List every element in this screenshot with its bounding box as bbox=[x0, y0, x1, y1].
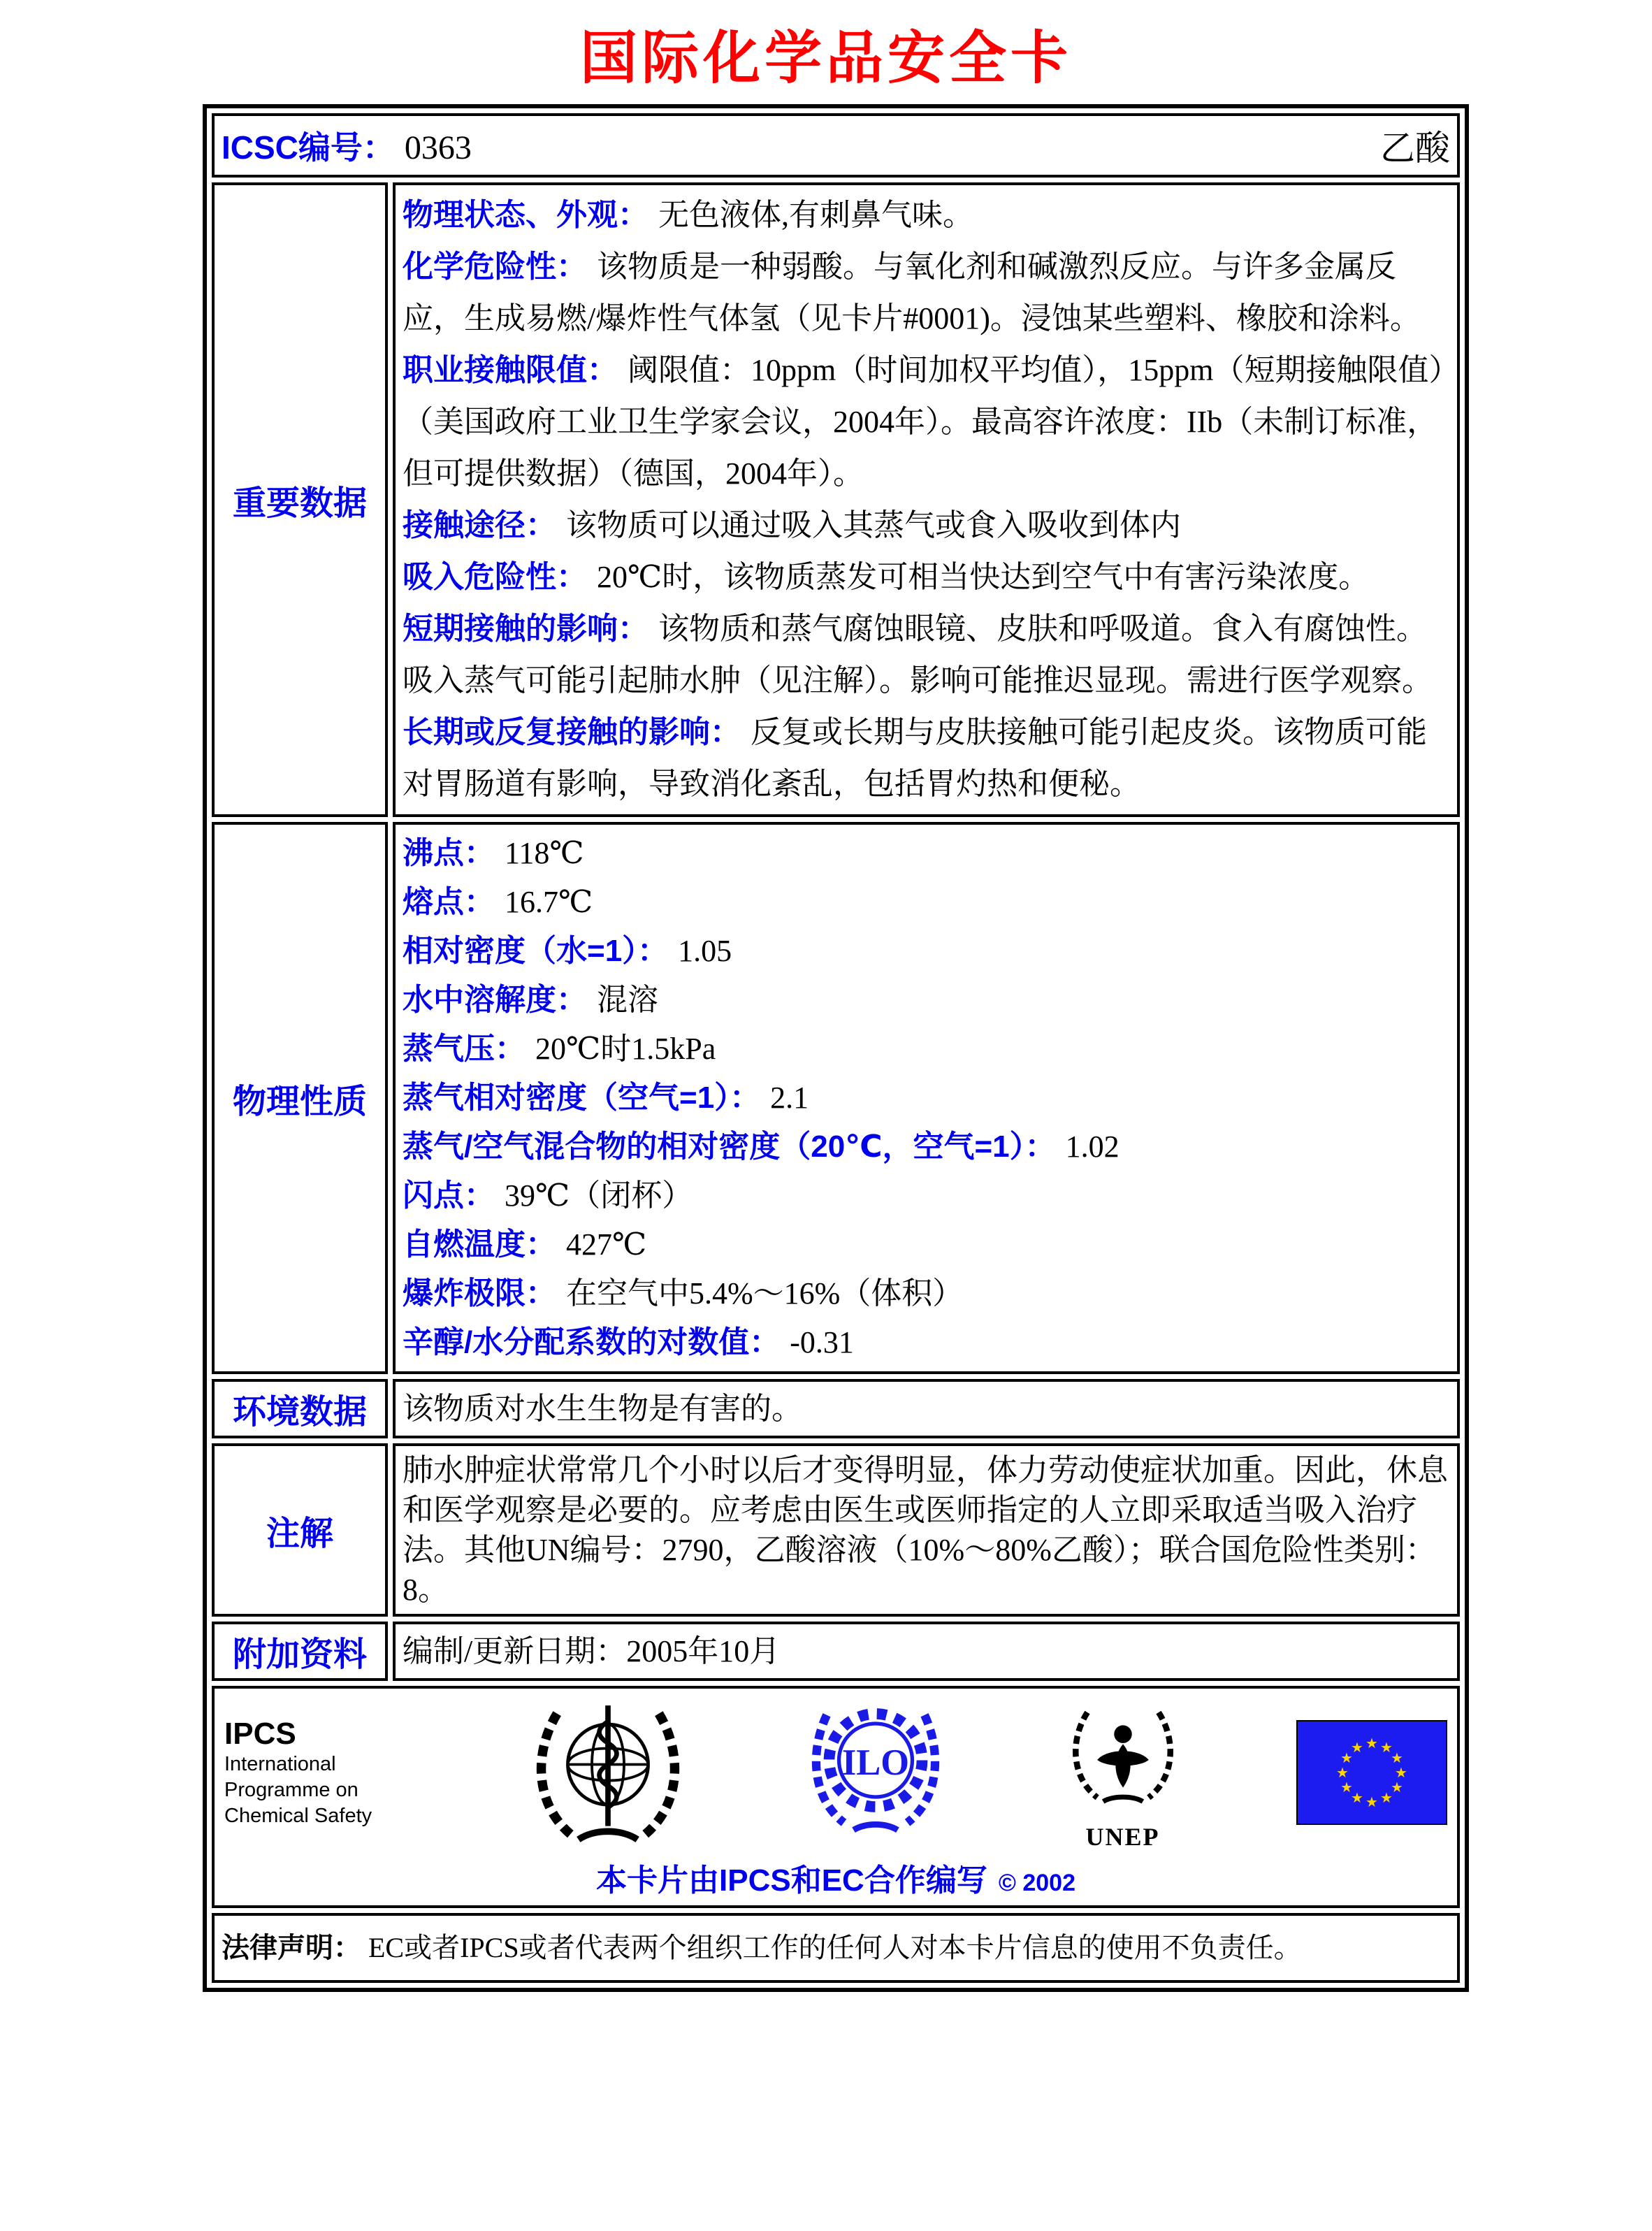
svg-text:★: ★ bbox=[1391, 1779, 1403, 1796]
icsc-number bbox=[222, 122, 472, 168]
icsc-number-label: ICSC编号： bbox=[222, 129, 395, 166]
additional-info-row bbox=[212, 1622, 1460, 1681]
entry-explosive-limits: 爆炸极限： 在空气中5.4%～16%（体积） bbox=[403, 1276, 964, 1311]
unep-logo bbox=[1064, 1694, 1182, 1851]
entry-boiling-point: 沸点： 118℃ bbox=[403, 836, 584, 870]
notes-row bbox=[212, 1443, 1460, 1617]
ipcs-row bbox=[212, 1686, 1460, 1908]
entry-vapor-air-density: 蒸气/空气混合物的相对密度（20℃，空气=1）： 1.02 bbox=[403, 1129, 1120, 1164]
svg-text:ILO: ILO bbox=[841, 1742, 910, 1783]
entry-chemical-danger: 化学危险性： 该物质是一种弱酸。与氧化剂和碱激烈反应。与许多金属反应，生成易燃/爆炸性气体氢（见卡片#0001)。浸蚀某些塑料、橡胶和涂料。 bbox=[403, 250, 1421, 335]
entry-flash-point: 闪点： 39℃（闭杯） bbox=[403, 1178, 693, 1213]
notes-content: 肺水肿症状常常几个小时以后才变得明显，体力劳动使症状加重。因此，休息和医学观察是必要的。应考虑由医生或医师指定的人立即采取适当吸入治疗法。其他UN编号：2790，乙酸溶液（10%～80%乙酸）；联合国危险性类别：8。 bbox=[393, 1443, 1460, 1617]
entry-vapor-pressure: 蒸气压： 20℃时1.5kPa bbox=[403, 1032, 716, 1066]
ipcs-text-block: IPCS International Programme on Chemical Safety bbox=[224, 1717, 413, 1829]
svg-text:★: ★ bbox=[1336, 1764, 1349, 1781]
physical-properties-content bbox=[393, 822, 1460, 1374]
entry-exposure-routes: 接触途径： 该物质可以通过吸入其蒸气或食入吸收到体内 bbox=[403, 508, 1181, 542]
legal-row bbox=[212, 1913, 1460, 1983]
svg-text:★: ★ bbox=[1365, 1793, 1378, 1810]
entry-melting-point: 熔点： 16.7℃ bbox=[403, 885, 593, 919]
ipcs-caption: 本卡片由IPCS和EC合作编写 © 2002 bbox=[596, 1863, 1075, 1898]
important-data-row bbox=[212, 182, 1460, 817]
unep-logo-text: UNEP bbox=[1085, 1823, 1160, 1851]
legal-notice: 法律声明： EC或者IPCS或者代表两个组织工作的任何人对本卡片信息的使用不负责任。 bbox=[222, 1932, 1302, 1963]
icsc-number-value: 0363 bbox=[404, 129, 472, 166]
svg-text:★: ★ bbox=[1380, 1789, 1393, 1806]
section-label-additional: 附加资料 bbox=[212, 1622, 388, 1681]
additional-content: 编制/更新日期：2005年10月 bbox=[393, 1622, 1460, 1681]
page-title: 国际化学品安全卡 bbox=[579, 27, 1072, 90]
section-label-notes: 注解 bbox=[212, 1443, 388, 1617]
icsc-card-page bbox=[0, 13, 1652, 1992]
svg-text:★: ★ bbox=[1380, 1739, 1393, 1756]
physical-properties-row bbox=[212, 822, 1460, 1374]
entry-inhalation-risk: 吸入危险性： 20℃时，该物质蒸发可相当快达到空气中有害污染浓度。 bbox=[403, 560, 1370, 594]
svg-text:★: ★ bbox=[1340, 1779, 1353, 1796]
entry-occupational-limits: 职业接触限值： 阈限值：10ppm（时间加权平均值），15ppm（短期接触限值）（美国政府工业卫生学家会议，2004年）。最高容许浓度：IIb（未制订标准，但可提供数据）（德国，2004年）。 bbox=[403, 353, 1444, 491]
entry-physical-state: 物理状态、外观： 无色液体,有刺鼻气味。 bbox=[403, 198, 973, 232]
header-row bbox=[212, 113, 1460, 178]
who-logo bbox=[528, 1692, 688, 1853]
entry-relative-density: 相对密度（水=1）： 1.05 bbox=[403, 934, 732, 968]
entry-autoignition-temp: 自燃温度： 427℃ bbox=[403, 1227, 647, 1262]
eu-flag-logo bbox=[1296, 1720, 1447, 1825]
entry-long-term-effects: 长期或反复接触的影响： 反复或长期与皮肤接触可能引起皮炎。该物质可能对胃肠道有影响，导致消化紊乱，包括胃灼热和便秘。 bbox=[403, 715, 1427, 801]
copyright-text: © 2002 bbox=[998, 1870, 1075, 1896]
svg-text:★: ★ bbox=[1340, 1749, 1353, 1766]
entry-water-solubility: 水中溶解度： 混溶 bbox=[403, 983, 658, 1017]
svg-text:★: ★ bbox=[1391, 1749, 1403, 1766]
section-label-important-data: 重要数据 bbox=[212, 182, 388, 817]
section-label-environment: 环境数据 bbox=[212, 1379, 388, 1438]
entry-vapor-density: 蒸气相对密度（空气=1）： 2.1 bbox=[403, 1081, 809, 1115]
environment-row bbox=[212, 1379, 1460, 1438]
ilo-logo bbox=[802, 1692, 949, 1853]
svg-text:★: ★ bbox=[1351, 1789, 1363, 1806]
chemical-name: 乙酸 bbox=[1380, 129, 1450, 168]
entry-short-term-effects: 短期接触的影响： 该物质和蒸气腐蚀眼镜、皮肤和呼吸道。食入有腐蚀性。 吸入蒸气可能引起肺水肿（见注解）。影响可能推迟显现。需进行医学观察。 bbox=[403, 612, 1433, 698]
svg-text:★: ★ bbox=[1395, 1764, 1407, 1781]
legal-label: 法律声明： bbox=[222, 1933, 361, 1963]
icsc-table bbox=[203, 104, 1469, 1992]
environment-content: 该物质对水生生物是有害的。 bbox=[393, 1379, 1460, 1438]
ipcs-title: IPCS bbox=[224, 1716, 296, 1751]
svg-text:★: ★ bbox=[1365, 1735, 1378, 1752]
section-label-physical-properties: 物理性质 bbox=[212, 822, 388, 1374]
svg-text:★: ★ bbox=[1351, 1739, 1363, 1756]
entry-logp: 辛醇/水分配系数的对数值： -0.31 bbox=[403, 1325, 854, 1359]
important-data-content bbox=[393, 182, 1460, 817]
